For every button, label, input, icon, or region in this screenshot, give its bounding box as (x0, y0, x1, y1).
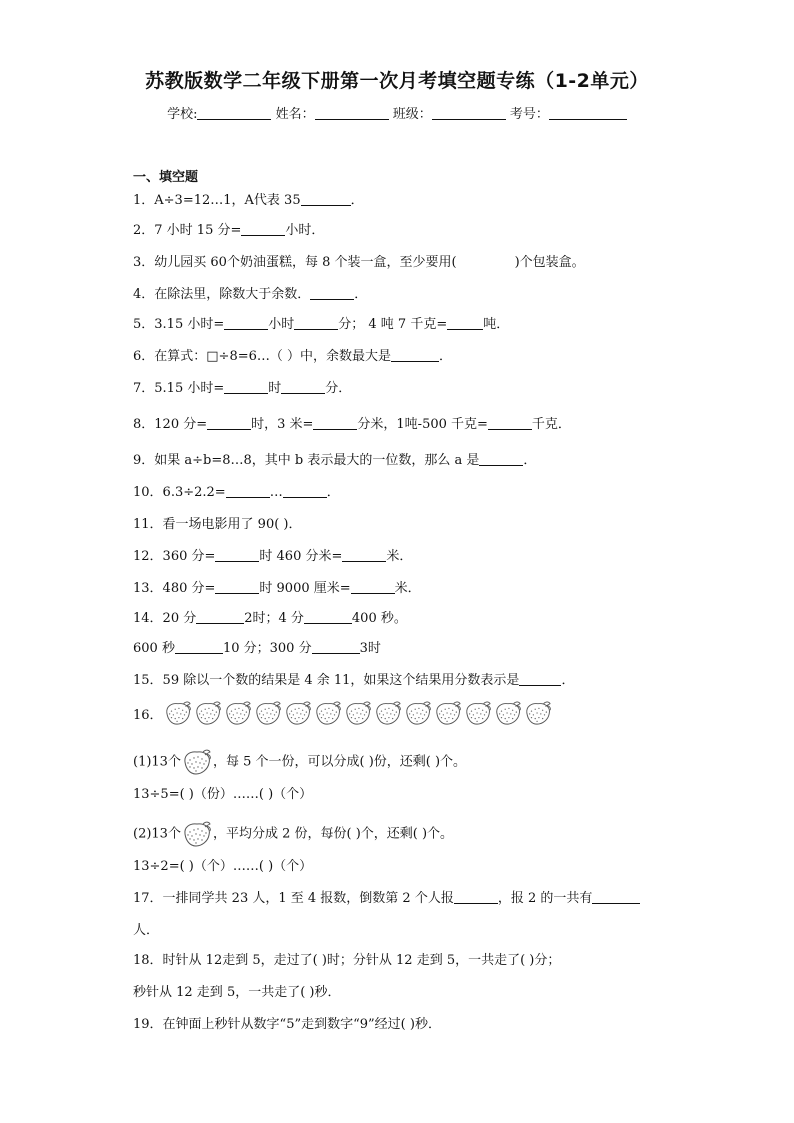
strawberry-icon (403, 700, 433, 726)
strawberry-icon (253, 700, 283, 726)
student-info-line (0, 103, 794, 122)
question-9: 9．如果 a÷b=8…8，其中 b 表示最大的一位数，那么 a 是 ． (133, 453, 537, 468)
answer-blank[interactable] (207, 416, 251, 430)
answer-blank[interactable] (447, 316, 483, 330)
question-3: 3．幼儿园买 60个奶油蛋糕，每 8 个装一盒，至少要用( )个包装盒。 (133, 255, 585, 270)
answer-blank[interactable] (294, 316, 338, 330)
question-5: 5．3.15 小时= 小时 分； 4 吨 7 千克= 吨． (133, 317, 510, 332)
answer-blank[interactable] (175, 640, 223, 654)
answer-blank[interactable] (312, 640, 360, 654)
question-7: 7．5.15 小时= 时 分． (133, 381, 352, 396)
question-17: 17．一排同学共 23 人，1 至 4 报数，倒数第 2 个人报 ，报 2 的一共有 (133, 890, 640, 908)
strawberry-icon (313, 700, 343, 726)
question-13: 13．480 分= 时 9000 厘米= 米． (133, 581, 421, 596)
question-10: 10．6.3÷2.2= … ． (133, 485, 340, 500)
strawberry-icon (373, 700, 403, 726)
answer-blank[interactable] (224, 316, 268, 330)
answer-blank[interactable] (488, 416, 532, 430)
answer-blank[interactable] (479, 452, 523, 466)
question-16-label: 16． (133, 707, 163, 723)
school-label: 学校: (167, 107, 198, 122)
question-14-line-2: 600 秒 10 分；300 分 3时 (133, 641, 381, 656)
strawberry-icon (163, 700, 193, 726)
answer-blank[interactable] (391, 348, 439, 362)
question-8: 8．120 分= 时，3 米= 分米，1吨-500 千克= 千克． (133, 417, 571, 432)
answer-blank[interactable] (304, 610, 352, 624)
class-blank[interactable] (432, 105, 506, 120)
strawberry-icon (181, 820, 213, 848)
strawberry-icon (523, 700, 553, 726)
answer-blank[interactable] (310, 286, 354, 300)
strawberry-icon (223, 700, 253, 726)
answer-blank[interactable] (313, 416, 357, 430)
question-16-part-2-equation: 13÷2=( )（个）……( )（个） (133, 859, 313, 874)
answer-blank[interactable] (519, 672, 561, 686)
question-16-part-2: (2)13个 ，平均分成 2 份，每份( )个，还剩( )个。 (133, 820, 453, 848)
strawberry-icon (463, 700, 493, 726)
answer-blank[interactable] (454, 890, 498, 904)
question-2: 2．7 小时 15 分= 小时． (133, 223, 325, 238)
number-label: 考号： (509, 107, 549, 122)
answer-blank[interactable] (342, 548, 386, 562)
answer-blank[interactable] (592, 890, 640, 904)
question-18-line-2: 秒针从 12 走到 5，一共走了( )秒． (133, 985, 341, 1000)
answer-blank[interactable] (224, 380, 268, 394)
strawberry-icon (181, 748, 213, 776)
answer-blank[interactable] (196, 610, 244, 624)
number-blank[interactable] (549, 105, 627, 120)
strawberry-icon (283, 700, 313, 726)
question-1: 1．A÷3=12…1，A代表 35 ． (133, 193, 364, 208)
section-heading: 一、填空题 (133, 170, 199, 185)
school-blank[interactable] (197, 105, 271, 120)
question-11: 11．看一场电影用了 90( )． (133, 517, 302, 532)
answer-blank[interactable] (281, 380, 325, 394)
question-18: 18．时针从 12走到 5，走过了( )时；分针从 12 走到 5，一共走了( )分； (133, 953, 561, 968)
answer-blank[interactable] (215, 548, 259, 562)
question-17-line-2: 人． (133, 923, 160, 938)
answer-blank[interactable] (351, 580, 395, 594)
strawberry-icon (193, 700, 223, 726)
strawberry-icon (433, 700, 463, 726)
class-label: 班级： (392, 107, 432, 122)
question-15: 15．59 除以一个数的结果是 4 余 11，如果这个结果用分数表示是 ． (133, 673, 575, 688)
name-label: 姓名： (275, 107, 315, 122)
question-12: 12．360 分= 时 460 分米= 米． (133, 549, 413, 564)
strawberry-icon (343, 700, 373, 726)
answer-blank[interactable] (226, 484, 270, 498)
question-6: 6．在算式：□÷8=6…（ ）中，余数最大是 ． (133, 349, 453, 364)
question-16-part-1: (1)13个 ，每 5 个一份，可以分成( )份，还剩( )个。 (133, 748, 466, 776)
answer-blank[interactable] (283, 484, 327, 498)
strawberry-icon (493, 700, 523, 726)
question-14: 14．20 分 2时；4 分 400 秒。 (133, 611, 407, 626)
answer-blank[interactable] (241, 222, 285, 236)
name-blank[interactable] (315, 105, 389, 120)
answer-blank[interactable] (215, 580, 259, 594)
page-title: 苏教版数学二年级下册第一次月考填空题专练（1-2单元） (145, 70, 649, 92)
question-19: 19．在钟面上秒针从数字“5”走到数字“9”经过( )秒． (133, 1017, 441, 1032)
question-4: 4．在除法里，除数大于余数． ． (133, 287, 368, 302)
question-16-part-1-equation: 13÷5=( )（份）……( )（个） (133, 787, 313, 802)
answer-blank[interactable] (301, 192, 351, 206)
question-16-strawberries (133, 700, 553, 726)
